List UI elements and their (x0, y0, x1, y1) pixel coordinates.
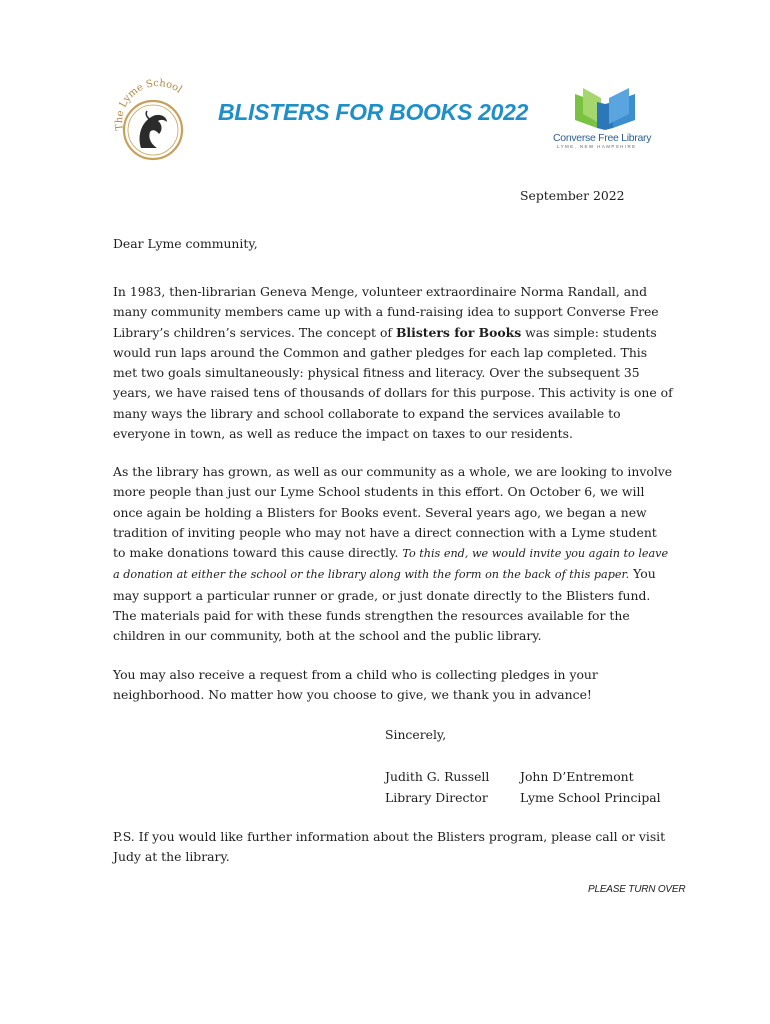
please-turn-over-note: PLEASE TURN OVER (588, 884, 686, 895)
converse-library-logo (553, 84, 663, 154)
signer-role: Lyme School Principal (520, 790, 661, 805)
closing: Sincerely, (385, 727, 447, 742)
converse-logo-name: Converse Free Library (553, 132, 652, 144)
book-icon (553, 84, 663, 130)
para1-text-a: In 1983, then-librarian Geneva Menge, volunteer extraordinaire Norma Randall, and many community members came up with a fund-raising idea to support Converse Free Library’s children’s services. The concept of (113, 284, 659, 340)
event-title: BLISTERS FOR BOOKS 2022 (218, 99, 529, 125)
signer-name: John D’Entremont (520, 769, 634, 784)
event-name-bold: Blisters for Books (395, 324, 522, 340)
letter-date: September 2022 (520, 188, 625, 203)
signer-name: Judith G. Russell (385, 769, 490, 784)
lyme-school-logo (107, 78, 205, 164)
para1-text-c: was simple: students would run laps around the Common and gather pledges for each lap completed. This met two goals simultaneously: physical fitness and literacy. Over the subsequent 35 years, we have raised tens of thousands of dollars for this purpose. This activity is one of many ways the library and school collaborate to expand the services available to everyone in town, as well as reduce the impact on taxes to our residents. (113, 324, 673, 442)
lyme-logo-text: The Lyme School (113, 78, 184, 132)
salutation: Dear Lyme community, (113, 236, 258, 251)
para2-text-c: You may support a particular runner or grade, or just donate directly to the Blisters fund. (113, 566, 656, 603)
para2-italic-request: To this end, we would invite you again to leave a donation at either the school or the library along with the form on the back of this paper. (113, 547, 669, 582)
signature-library-director (385, 766, 489, 808)
paragraph-history (113, 282, 673, 444)
signer-role: Library Director (385, 790, 488, 805)
para2-text-d: The materials paid for with these funds strengthen the resources available for the children in our community, both at the school and the public library. (113, 608, 630, 644)
paragraph-thanks: You may also receive a request from a child who is collecting pledges in your neighborhood. No matter how you choose to give, we thank you in advance! (113, 667, 598, 703)
converse-logo-tagline: LYME, NEW HAMPSHIRE (557, 144, 637, 149)
postscript: P.S. If you would like further information about the Blisters program, please call or visit Judy at the library. (113, 829, 666, 865)
paragraph-invitation (113, 462, 673, 647)
para2-text-a: As the library has grown, as well as our community as a whole, we are looking to involve more people than just our Lyme School students in this effort. On October 6, we will once again be holding a Blisters for Books event. Several years ago, we began a new tradition of inviting people who may not have a direct connection with a Lyme student to make donations toward this cause directly. (113, 464, 673, 561)
signature-school-principal (520, 766, 661, 808)
